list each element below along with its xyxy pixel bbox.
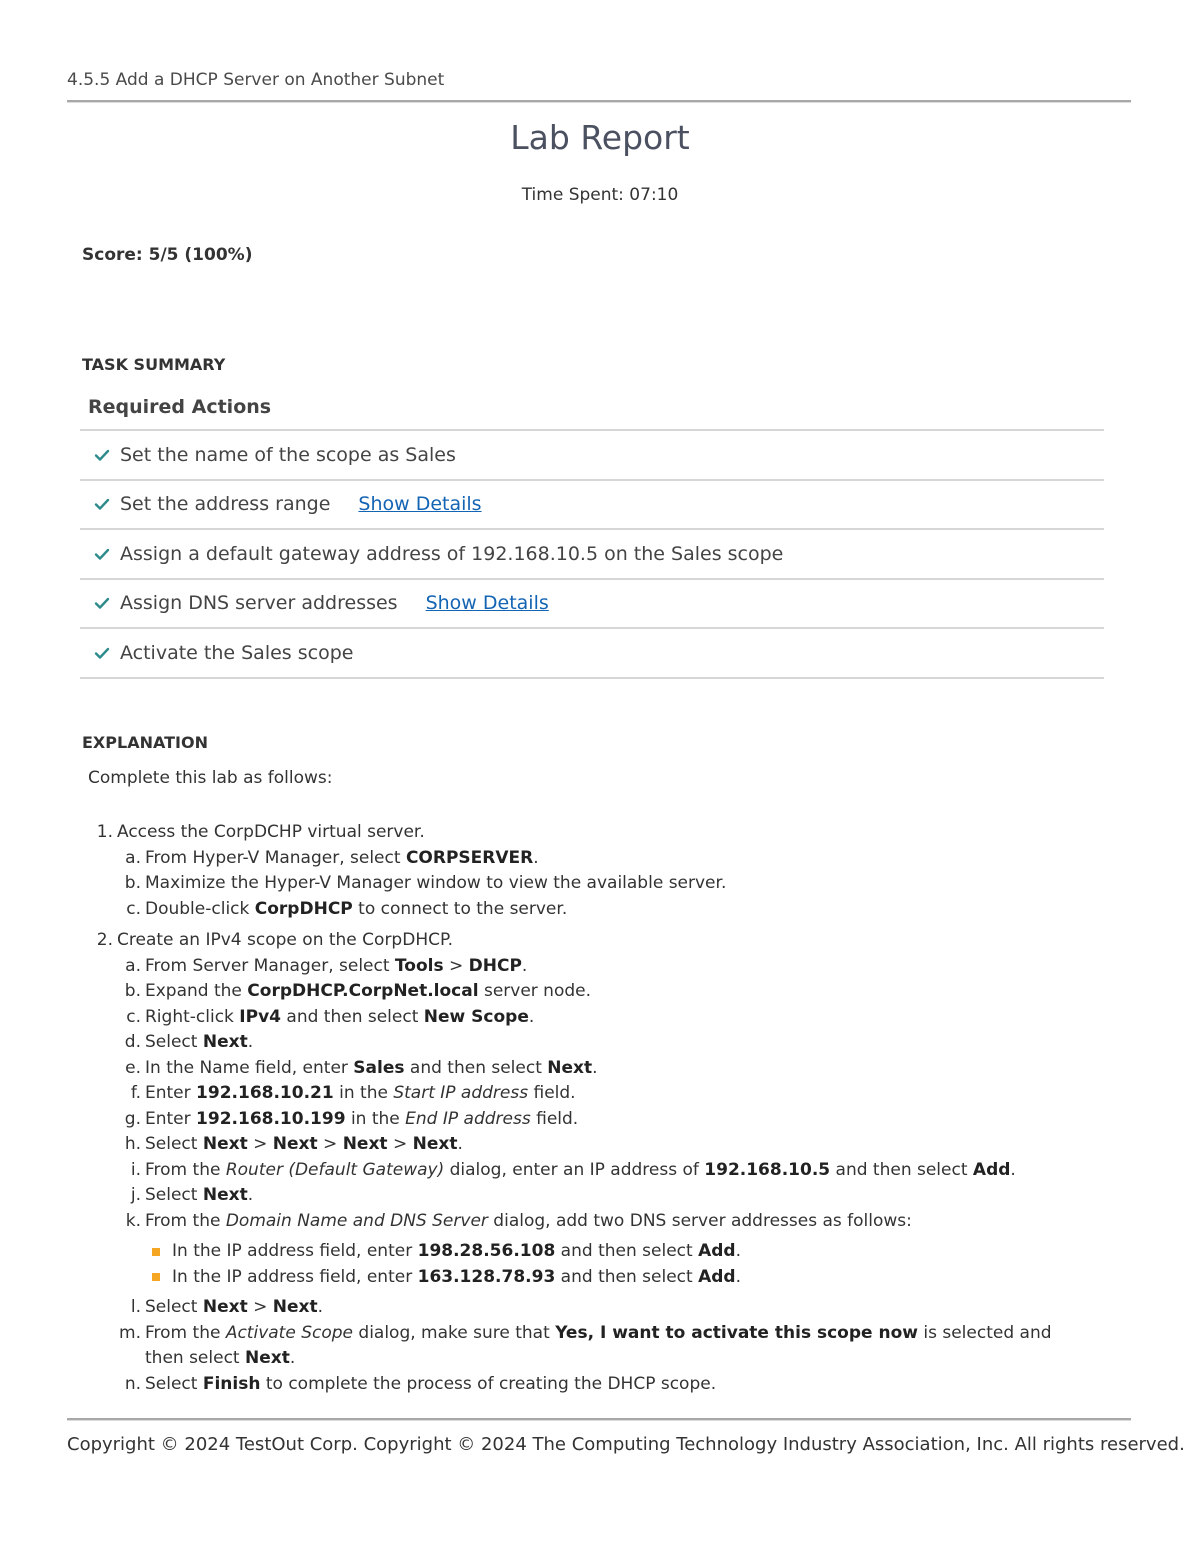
substep-letter: a. <box>125 955 141 976</box>
substep-text: From Hyper-V Manager, select CORPSERVER. <box>145 847 539 868</box>
explanation-substep <box>117 1132 1088 1158</box>
required-action-item <box>80 481 1104 531</box>
checkmark-icon <box>94 496 110 512</box>
substep-text: Enter 192.168.10.21 in the Start IP address field. <box>145 1083 576 1103</box>
substep-letter: f. <box>130 1083 141 1103</box>
required-actions-list <box>80 429 1104 679</box>
required-action-label: Activate the Sales scope <box>120 641 354 664</box>
explanation-substep <box>117 1321 1088 1372</box>
explanation-substep <box>117 1107 1088 1133</box>
explanation-substep <box>117 1081 1088 1107</box>
substep-text: Enter 192.168.10.199 in the End IP address field. <box>145 1108 579 1129</box>
substep-letter: n. <box>124 1373 141 1394</box>
dns-bullet-item <box>145 1239 1088 1265</box>
substep-letter: i. <box>130 1159 141 1180</box>
explanation-substep <box>117 1056 1088 1082</box>
substep-text: Select Finish to complete the process of creating the DHCP scope. <box>145 1373 717 1394</box>
required-actions-heading: Required Actions <box>88 396 272 418</box>
task-summary-heading: TASK SUMMARY <box>82 355 226 374</box>
show-details-link[interactable]: Show Details <box>358 493 482 516</box>
explanation-substep <box>117 846 1088 872</box>
substep-text: From the Router (Default Gateway) dialog, enter an IP address of 192.168.10.5 and then select Add. <box>145 1159 1016 1180</box>
explanation-substep <box>117 1183 1088 1209</box>
bullet-text: In the IP address field, enter 163.128.78.93 and then select Add. <box>172 1266 741 1287</box>
substep-letter: a. <box>125 847 141 868</box>
step-number: 2. <box>96 930 113 950</box>
report-title: Lab Report <box>510 118 690 157</box>
explanation-substep <box>117 979 1088 1005</box>
explanation-substep <box>117 871 1088 897</box>
header-divider <box>67 100 1131 103</box>
time-spent: Time Spent: 07:10 <box>521 185 679 205</box>
explanation-substep <box>117 897 1088 923</box>
substep-letter: c. <box>126 1006 141 1027</box>
required-action-item <box>80 530 1104 580</box>
explanation-step <box>88 820 1088 922</box>
explanation-intro: Complete this lab as follows: <box>88 768 333 788</box>
bullet-square-icon <box>152 1273 160 1281</box>
substep-letter: g. <box>124 1108 141 1129</box>
checkmark-icon <box>94 645 110 661</box>
footer-divider <box>67 1418 1131 1421</box>
document-header-title: 4.5.5 Add a DHCP Server on Another Subnet <box>67 70 445 90</box>
checkmark-icon <box>94 447 110 463</box>
score: Score: 5/5 (100%) <box>82 245 253 265</box>
dns-bullet-item <box>145 1265 1088 1291</box>
substep-text: Maximize the Hyper-V Manager window to view the available server. <box>145 873 727 893</box>
substep-text: Expand the CorpDHCP.CorpNet.local server node. <box>145 981 592 1001</box>
checkmark-icon <box>94 595 110 611</box>
step-title: Access the CorpDCHP virtual server. <box>117 822 425 842</box>
required-action-label: Assign DNS server addresses <box>120 592 398 615</box>
step-number: 1. <box>96 822 113 842</box>
explanation-substep <box>117 1209 1088 1296</box>
substep-letter: d. <box>124 1032 141 1052</box>
required-action-label: Set the address range <box>120 493 331 516</box>
explanation-steps <box>88 820 1088 1403</box>
explanation-substep <box>117 1158 1088 1184</box>
explanation-substep <box>117 1372 1088 1398</box>
substep-text: From the Domain Name and DNS Server dialog, add two DNS server addresses as follows: <box>145 1210 912 1231</box>
substep-text: Select Next > Next > Next > Next. <box>145 1134 463 1154</box>
substep-text: Right-click IPv4 and then select New Scope. <box>145 1006 535 1027</box>
substep-letter: j. <box>130 1185 141 1205</box>
step-title: Create an IPv4 scope on the CorpDHCP. <box>117 930 453 950</box>
substep-letter: k. <box>125 1210 141 1231</box>
substep-text: Double-click CorpDHCP to connect to the server. <box>145 898 568 919</box>
explanation-substep <box>117 1295 1088 1321</box>
checkmark-icon <box>94 546 110 562</box>
explanation-substep <box>117 1030 1088 1056</box>
substep-letter: e. <box>125 1057 141 1078</box>
show-details-link[interactable]: Show Details <box>425 592 549 615</box>
substep-letter: l. <box>130 1297 141 1317</box>
substep-text: From the Activate Scope dialog, make sure that Yes, I want to activate this scope now is selected and then select Next. <box>145 1322 1052 1368</box>
substep-text: Select Next > Next. <box>145 1297 324 1317</box>
explanation-step <box>88 928 1088 1397</box>
copyright-notice: Copyright © 2024 TestOut Corp. Copyright © 2024 The Computing Technology Industry Association, Inc. All rights reserved. <box>67 1434 1185 1455</box>
substep-letter: h. <box>124 1134 141 1154</box>
required-action-item <box>80 629 1104 679</box>
substep-letter: b. <box>124 873 141 893</box>
explanation-substep <box>117 1005 1088 1031</box>
substep-text: Select Next. <box>145 1185 254 1205</box>
substep-letter: c. <box>126 898 141 919</box>
bullet-text: In the IP address field, enter 198.28.56.108 and then select Add. <box>172 1241 741 1261</box>
explanation-substep <box>117 954 1088 980</box>
substep-letter: m. <box>119 1322 141 1343</box>
bullet-square-icon <box>152 1248 160 1256</box>
required-action-item <box>80 580 1104 630</box>
substep-text: Select Next. <box>145 1032 254 1052</box>
explanation-heading: EXPLANATION <box>82 733 208 752</box>
substep-text: From Server Manager, select Tools > DHCP. <box>145 955 528 976</box>
required-action-item <box>80 431 1104 481</box>
required-action-label: Set the name of the scope as Sales <box>120 443 456 466</box>
required-action-label: Assign a default gateway address of 192.168.10.5 on the Sales scope <box>120 542 784 565</box>
substep-text: In the Name field, enter Sales and then select Next. <box>145 1057 598 1078</box>
substep-letter: b. <box>124 981 141 1001</box>
